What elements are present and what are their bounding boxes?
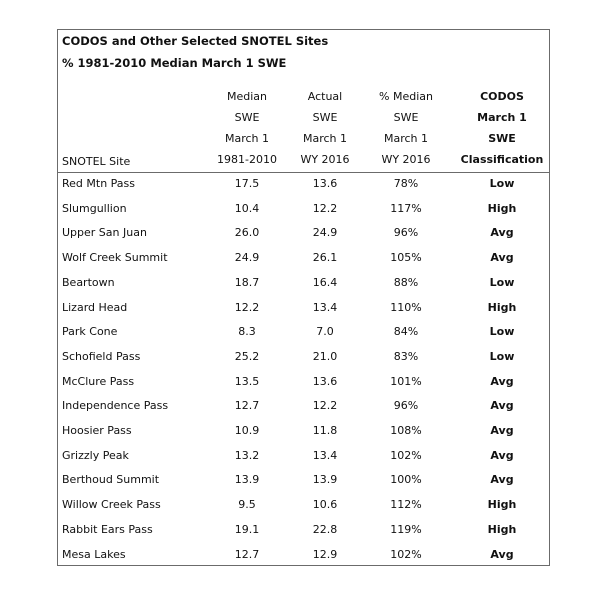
table-row: [0, 197, 611, 221]
swe-classification: Avg: [490, 374, 514, 388]
actual-swe: 16.4: [312, 275, 338, 289]
actual-swe: 13.6: [312, 374, 338, 388]
swe-classification: Low: [489, 325, 515, 339]
median-header-line: Median: [226, 90, 267, 103]
table-row: [0, 320, 611, 344]
swe-classification: High: [487, 498, 517, 512]
site-name: Grizzly Peak: [62, 448, 129, 462]
table-row: [0, 468, 611, 492]
actual-swe: 12.2: [312, 201, 338, 215]
table-title: CODOS and Other Selected SNOTEL Sites: [62, 34, 329, 48]
median-swe: 26.0: [234, 226, 260, 240]
actual-header-line: March 1: [302, 132, 348, 145]
codos-header-line: SWE: [488, 132, 516, 145]
percent-median: 78%: [393, 177, 419, 190]
table-row: [0, 370, 611, 394]
percent-median: 96%: [393, 226, 419, 240]
actual-swe: 13.4: [312, 448, 338, 462]
swe-classification: High: [487, 522, 517, 536]
site-name: Park Cone: [62, 325, 118, 339]
percent-median: 117%: [390, 201, 422, 215]
percent-median: 84%: [393, 325, 419, 339]
swe-classification: Low: [489, 275, 515, 289]
percent-median: 112%: [390, 498, 422, 512]
median-header: [214, 86, 280, 170]
actual-swe: 26.1: [312, 251, 338, 265]
percent-median: 102%: [390, 547, 422, 561]
table-row: [0, 444, 611, 468]
percent-median: 88%: [393, 275, 419, 289]
site-name: Lizard Head: [62, 300, 128, 314]
site-header: SNOTEL Site: [62, 155, 131, 168]
site-name: Red Mtn Pass: [62, 177, 136, 190]
table-row: [0, 271, 611, 295]
table-row: [0, 518, 611, 542]
median-header-line: 1981-2010: [217, 153, 277, 166]
percent-median: 102%: [390, 448, 422, 462]
actual-swe: 21.0: [312, 349, 338, 363]
site-name: Mesa Lakes: [62, 547, 126, 561]
median-swe: 12.2: [234, 300, 260, 314]
percent-median: 110%: [390, 300, 422, 314]
median-swe: 13.2: [234, 448, 260, 462]
percent-median: 108%: [390, 424, 422, 437]
actual-swe: 12.2: [312, 399, 338, 413]
median-swe: 25.2: [234, 349, 260, 363]
actual-header-line: Actual: [307, 90, 343, 103]
actual-swe: 13.9: [312, 473, 338, 487]
actual-swe: 10.6: [312, 498, 338, 512]
swe-classification: High: [487, 300, 517, 314]
percent-median: 83%: [393, 349, 419, 363]
percent-median: 119%: [390, 522, 422, 536]
table-row: [0, 345, 611, 369]
table-row: [0, 296, 611, 320]
table-row: [0, 493, 611, 517]
codos-header-line: CODOS: [480, 90, 524, 103]
site-name: Berthoud Summit: [62, 473, 160, 487]
codos-header: [455, 86, 549, 170]
median-header-line: SWE: [234, 111, 260, 124]
swe-classification: Avg: [490, 473, 514, 487]
actual-swe: 24.9: [312, 226, 338, 240]
median-swe: 10.4: [234, 201, 260, 215]
site-name: Hoosier Pass: [62, 424, 132, 437]
site-name: McClure Pass: [62, 374, 135, 388]
swe-classification: Avg: [490, 399, 514, 413]
swe-classification: High: [487, 201, 517, 215]
pct-header-line: % Median: [379, 90, 433, 103]
actual-header-line: WY 2016: [300, 153, 350, 166]
table-row: [0, 543, 611, 567]
median-swe: 17.5: [234, 177, 260, 190]
site-name: Rabbit Ears Pass: [62, 522, 153, 536]
table-subtitle: % 1981-2010 Median March 1 SWE: [62, 56, 287, 70]
swe-classification: Avg: [490, 547, 514, 561]
actual-swe: 13.4: [312, 300, 338, 314]
swe-classification: Low: [489, 349, 515, 363]
percent-median: 105%: [390, 251, 422, 265]
pct-header-line: WY 2016: [381, 153, 431, 166]
table-row: [0, 172, 611, 196]
median-swe: 8.3: [238, 325, 256, 339]
site-name: Beartown: [62, 275, 115, 289]
table-row: [0, 246, 611, 270]
median-swe: 19.1: [234, 522, 260, 536]
codos-header-line: March 1: [477, 111, 527, 124]
pct-header: [373, 86, 439, 170]
actual-swe: 13.6: [312, 177, 338, 190]
site-name: Independence Pass: [62, 399, 169, 413]
swe-classification: Avg: [490, 251, 514, 265]
median-swe: 24.9: [234, 251, 260, 265]
swe-classification: Avg: [490, 226, 514, 240]
pct-header-line: SWE: [393, 111, 419, 124]
swe-classification: Avg: [490, 448, 514, 462]
median-swe: 13.9: [234, 473, 260, 487]
actual-header: [292, 86, 358, 170]
actual-swe: 7.0: [316, 325, 334, 339]
table-row: [0, 394, 611, 418]
percent-median: 96%: [393, 399, 419, 413]
median-swe: 18.7: [234, 275, 260, 289]
median-swe: 12.7: [234, 399, 260, 413]
actual-header-line: SWE: [312, 111, 338, 124]
codos-header-line: Classification: [460, 153, 544, 166]
median-swe: 9.5: [238, 498, 256, 512]
percent-median: 101%: [390, 374, 422, 388]
site-name: Willow Creek Pass: [62, 498, 161, 512]
percent-median: 100%: [390, 473, 422, 487]
site-name: Wolf Creek Summit: [62, 251, 168, 265]
median-swe: 10.9: [234, 424, 260, 437]
actual-swe: 12.9: [312, 547, 338, 561]
swe-classification: Low: [489, 177, 515, 190]
actual-swe: 11.8: [312, 424, 338, 437]
site-name: Upper San Juan: [62, 226, 147, 240]
actual-swe: 22.8: [312, 522, 338, 536]
median-swe: 13.5: [234, 374, 260, 388]
swe-classification: Avg: [490, 424, 514, 437]
median-header-line: March 1: [224, 132, 270, 145]
site-name: Slumgullion: [62, 201, 127, 215]
median-swe: 12.7: [234, 547, 260, 561]
table-row: [0, 419, 611, 443]
pct-header-line: March 1: [383, 132, 429, 145]
site-name: Schofield Pass: [62, 349, 141, 363]
table-row: [0, 221, 611, 245]
